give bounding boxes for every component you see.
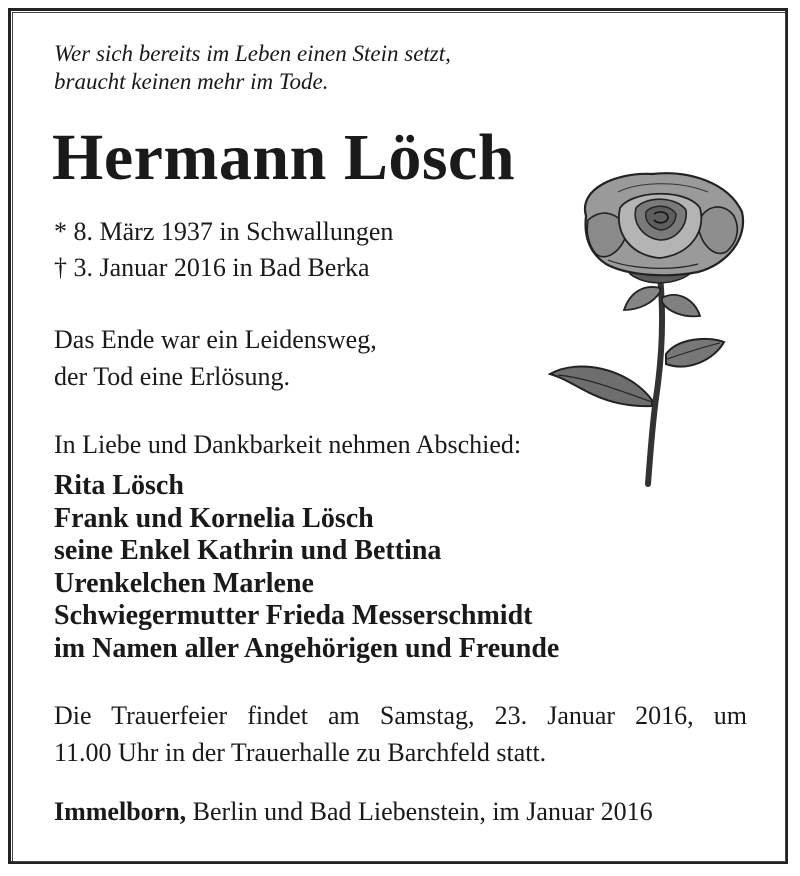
- mourners-list: [54, 470, 559, 665]
- mourner: Frank und Kornelia Lösch: [54, 502, 374, 534]
- motto-line-1: Wer sich bereits im Leben einen Stein setzt,: [54, 41, 451, 66]
- closing-place: Immelborn,: [54, 797, 187, 826]
- farewell-line: In Liebe und Dankbarkeit nehmen Abschied:: [54, 430, 522, 459]
- death-date: † 3. Januar 2016 in Bad Berka: [54, 253, 370, 282]
- funeral-service-info: [54, 697, 747, 771]
- quote-line-1: Das Ende war ein Leidensweg,: [54, 325, 377, 354]
- mourner: seine Enkel Kathrin und Bettina: [54, 535, 442, 566]
- quote-line-2: der Tod eine Erlösung.: [54, 362, 290, 391]
- quote: [54, 321, 377, 395]
- rose-icon: [548, 168, 758, 488]
- deceased-name: Hermann Lösch: [52, 121, 516, 194]
- service-line-1: Die Trauerfeier findet am Samstag, 23. Januar 2016, um: [54, 701, 747, 730]
- mourner: Urenkelchen Marlene: [54, 567, 314, 599]
- closing-line: [54, 795, 653, 829]
- mourner: Schwiegermutter Frieda Messerschmidt: [54, 600, 533, 631]
- mourner: Rita Lösch: [54, 470, 184, 501]
- birth-date: * 8. März 1937 in Schwallungen: [54, 217, 394, 246]
- life-dates: [54, 214, 393, 286]
- mourner: im Namen aller Angehörigen und Freunde: [54, 632, 560, 664]
- service-line-2: 11.00 Uhr in der Trauerhalle zu Barchfeld statt.: [54, 738, 547, 767]
- motto-line-2: braucht keinen mehr im Tode.: [54, 69, 329, 94]
- closing-rest: Berlin und Bad Liebenstein, im Januar 2016: [186, 797, 653, 826]
- motto: [54, 40, 451, 96]
